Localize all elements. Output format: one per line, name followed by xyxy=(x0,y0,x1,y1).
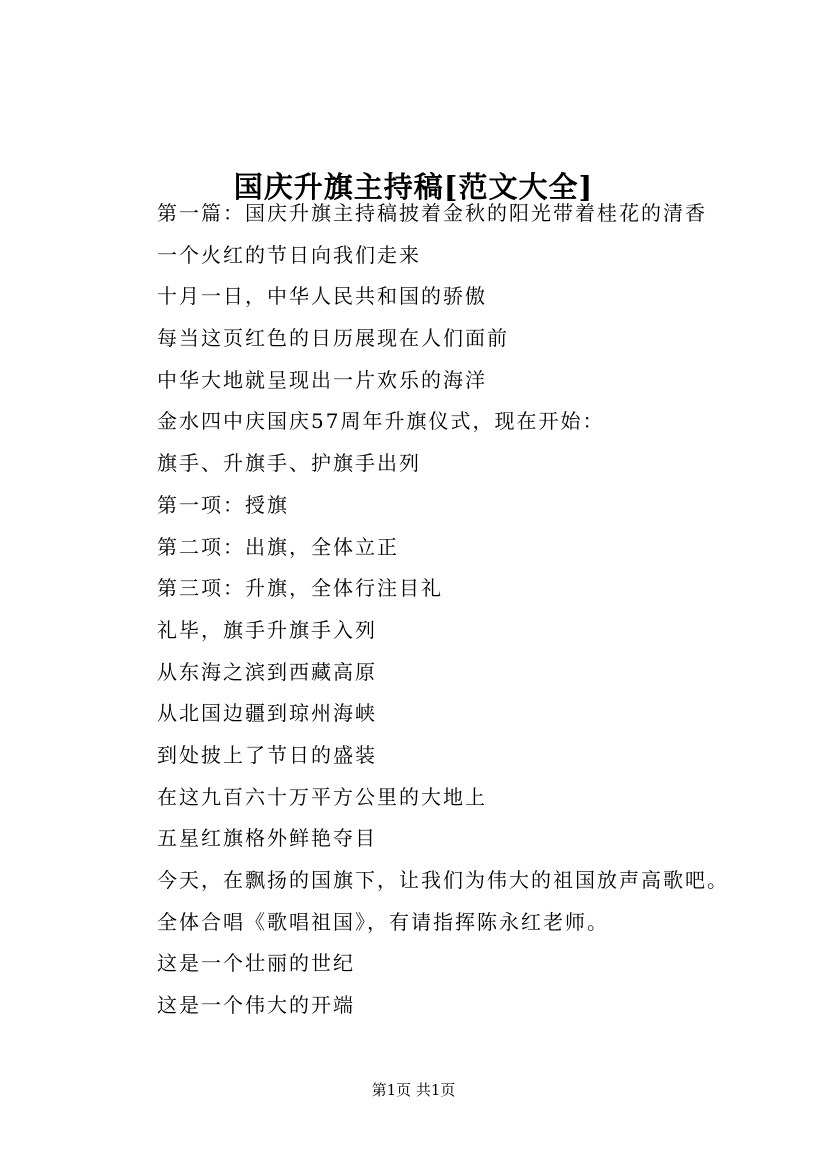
text-line: 全体合唱《歌唱祖国》，有请指挥陈永红老师。 xyxy=(157,909,609,934)
text-line: 这是一个伟大的开端 xyxy=(157,993,355,1018)
text-line: 旗手、升旗手、护旗手出列 xyxy=(157,451,421,476)
text-line: 中华大地就呈现出一片欢乐的海洋 xyxy=(157,367,487,392)
document-body xyxy=(157,198,797,1032)
text-line: 金水四中庆国庆57周年升旗仪式，现在开始： xyxy=(157,409,605,434)
document-title: 国庆升旗主持稿[范文大全] xyxy=(233,170,594,205)
text-line: 十月一日，中华人民共和国的骄傲 xyxy=(157,284,487,309)
text-line: 这是一个壮丽的世纪 xyxy=(157,951,355,976)
text-line: 第二项：出旗，全体立正 xyxy=(157,534,399,559)
text-line: 第三项：升旗，全体行注目礼 xyxy=(157,576,443,601)
text-line: 在这九百六十万平方公里的大地上 xyxy=(157,784,487,809)
text-line: 到处披上了节日的盛装 xyxy=(157,742,377,767)
text-line: 从东海之滨到西藏高原 xyxy=(157,659,377,684)
text-line: 每当这页红色的日历展现在人们面前 xyxy=(157,326,509,351)
text-line: 第一项：授旗 xyxy=(157,492,289,517)
text-line: 今天，在飘扬的国旗下，让我们为伟大的祖国放声高歌吧。 xyxy=(157,868,729,892)
text-line: 从北国边疆到琼州海峡 xyxy=(157,701,377,726)
text-line: 礼毕，旗手升旗手入列 xyxy=(157,617,377,642)
text-line: 五星红旗格外鲜艳夺目 xyxy=(157,826,377,851)
page-number-footer: 第1页 共1页 xyxy=(371,1081,456,1099)
text-line: 一个火红的节日向我们走来 xyxy=(157,242,421,267)
text-line: 第一篇：国庆升旗主持稿披着金秋的阳光带着桂花的清香 xyxy=(157,201,707,225)
